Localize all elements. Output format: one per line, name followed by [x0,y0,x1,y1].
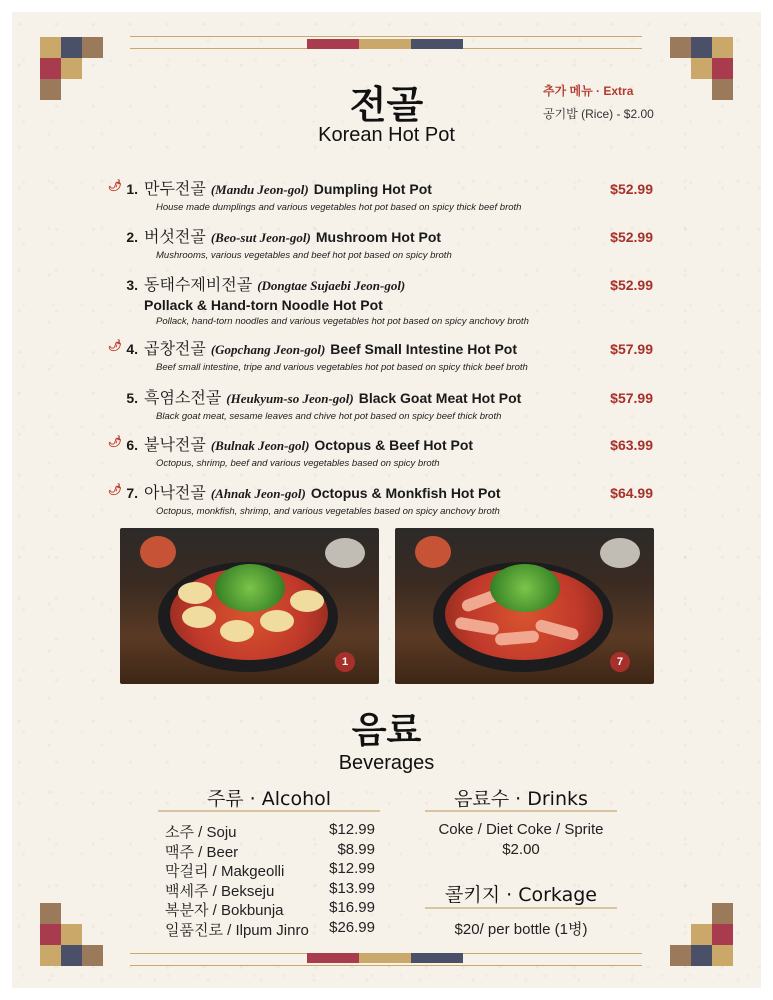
alcohol-item-price: $13.99 [329,879,375,897]
hotpot-title-english: Korean Hot Pot [318,124,455,146]
menu-item-description: Mushrooms, various vegetables and beef hot pot based on spicy broth [156,250,452,261]
menu-item-price: $64.99 [610,485,653,501]
menu-item-number-text: 3. [126,277,138,293]
alcohol-heading: 주류 · Alcohol [206,788,332,810]
corner-mosaic-bottom-right [670,903,733,966]
photo-dumpling-hot-pot [120,528,379,684]
extra-menu-item: 공기밥 (Rice) - $2.00 [543,107,654,121]
menu-item-number-text: 2. [126,229,138,245]
menu-item-price: $52.99 [610,181,653,197]
menu-item-price: $52.99 [610,277,653,293]
menu-item-name-romanized: (Dongtae Sujaebi Jeon-gol) [257,278,406,293]
top-border-band [130,36,642,49]
corkage-divider [425,907,617,909]
photo-octopus-monkfish-hot-pot [395,528,654,684]
menu-item-number-text: 7. [126,485,138,501]
menu-item-description: Octopus, shrimp, beef and various vegetables based on spicy broth [156,458,440,469]
menu-item-price: $52.99 [610,229,653,245]
menu-item-name-english: Beef Small Intestine Hot Pot [330,341,517,357]
menu-item-name-korean: 만두전골 [144,179,206,198]
bottom-border-band [130,953,642,966]
menu-item-name-romanized: (Bulnak Jeon-gol) [210,438,310,453]
chili-pepper-icon: 🌶 [108,436,122,448]
chili-pepper-icon: 🌶 [108,180,122,192]
menu-item [108,385,653,422]
alcohol-divider [158,810,380,812]
menu-item-name-english: Octopus & Monkfish Hot Pot [310,485,501,501]
menu-item-price: $63.99 [610,437,653,453]
menu-item [108,224,653,261]
menu-item-number [108,437,144,453]
chili-pepper-icon: 🌶 [108,484,122,496]
beverages-title-english: Beverages [338,752,435,774]
extra-menu-title: 추가 메뉴 · Extra [543,84,634,98]
photo-badge: 1 [335,652,355,672]
alcohol-item [165,821,375,842]
menu-item-description: Beef small intestine, tripe and various vegetables hot pot based on spicy thick beef broth [156,362,528,373]
menu-item-number [108,341,144,357]
alcohol-item-name: 막걸리 / Makgeolli [165,863,285,881]
menu-item-number-text: 5. [126,390,138,406]
menu-item-name-korean: 불낙전골 [144,435,206,454]
menu-item-name-english: Dumpling Hot Pot [313,181,432,197]
menu-item-name-romanized: (Ahnak Jeon-gol) [210,486,306,501]
menu-item [108,480,653,517]
menu-item [108,336,653,373]
alcohol-item-name: 일품진로 / Ilpum Jinro [165,922,309,939]
alcohol-item-price: $8.99 [337,840,375,858]
menu-item-name-romanized: (Mandu Jeon-gol) [210,182,309,197]
menu-item-description: House made dumplings and various vegetables hot pot based on spicy thick beef broth [156,202,522,213]
alcohol-item-name: 맥주 / Beer [165,843,239,861]
drinks-divider [425,810,617,812]
menu-item-name-english: Pollack & Hand-torn Noodle Hot Pot [144,297,383,313]
alcohol-item [165,880,375,901]
menu-item [108,432,653,469]
corkage-price: $20/ per bottle (1병) [454,921,588,938]
drinks-list: Coke / Diet Coke / Sprite [438,821,604,838]
menu-item-price: $57.99 [610,390,653,406]
corner-mosaic-bottom-left [40,903,103,966]
menu-item-description: Pollack, hand-torn noodles and various vegetables hot pot based on spicy anchovy broth [156,316,529,327]
menu-item-number-text: 6. [126,437,138,453]
extra-menu [543,82,654,122]
chili-pepper-icon: 🌶 [108,340,122,352]
alcohol-item [165,919,375,940]
menu-item [108,272,653,327]
menu-item-name-korean: 흑염소전골 [144,388,222,407]
alcohol-item-price: $12.99 [329,821,375,838]
menu-item-number [108,229,144,245]
menu-item-name-english: Black Goat Meat Hot Pot [358,390,522,406]
menu-item-name-korean: 아낙전골 [144,483,206,502]
alcohol-item-name: 백세주 / Bekseju [165,882,275,900]
menu-item-name-romanized: (Gopchang Jeon-gol) [210,342,326,357]
alcohol-item [165,899,375,920]
alcohol-item-name: 소주 / Soju [165,824,237,841]
menu-item-name-romanized: (Heukyum-so Jeon-gol) [226,391,354,406]
menu-item [108,176,653,213]
menu-item-number [108,277,144,293]
photo-badge: 7 [610,652,630,672]
alcohol-item [165,860,375,881]
alcohol-item-price: $26.99 [329,919,375,936]
menu-item-description: Black goat meat, sesame leaves and chive hot pot based on spicy beef thick broth [156,411,502,422]
menu-item-number [108,181,144,197]
menu-item-price: $57.99 [610,341,653,357]
menu-item-number-text: 1. [126,181,138,197]
menu-item-number [108,390,144,406]
alcohol-item-name: 복분자 / Bokbunja [165,902,284,920]
menu-item-number [108,485,144,501]
menu-item-name-romanized: (Beo-sut Jeon-gol) [210,230,311,245]
menu-item-name-english: Mushroom Hot Pot [315,229,442,245]
alcohol-item-price: $12.99 [329,860,375,878]
drinks-price: $2.00 [502,841,540,858]
menu-item-name-korean: 곱창전골 [144,339,206,358]
alcohol-item-price: $16.99 [329,899,375,917]
drinks-heading: 음료수 · Drinks [454,788,588,810]
menu-item-number-text: 4. [126,341,138,357]
menu-item-description: Octopus, monkfish, shrimp, and various vegetables based on spicy anchovy broth [156,506,500,517]
corkage-heading: 콜키지 · Corkage [445,884,597,906]
menu-item-name-english: Octopus & Beef Hot Pot [314,437,474,453]
beverages-title-korean: 음료 [351,710,422,751]
hotpot-title-korean: 전골 [349,83,424,127]
alcohol-item [165,841,375,862]
menu-item-name-korean: 동태수제비전골 [144,275,253,294]
menu-item-name-korean: 버섯전골 [144,227,206,246]
